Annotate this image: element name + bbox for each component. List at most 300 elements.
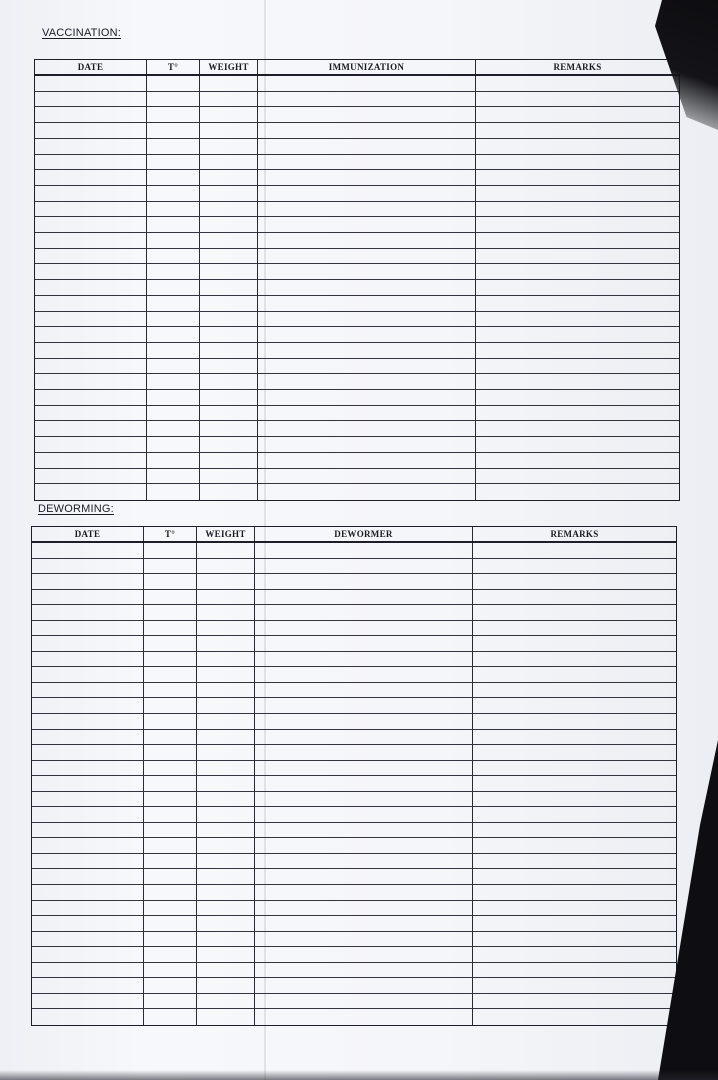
table-row [32, 776, 676, 792]
table-cell [476, 92, 679, 107]
table-cell [255, 652, 473, 667]
table-row [35, 139, 679, 155]
table-cell [35, 217, 147, 232]
table-row [32, 1009, 676, 1025]
table-cell [35, 343, 147, 358]
table-cell [144, 745, 197, 760]
table-cell [144, 947, 197, 962]
deworming-table-header [32, 527, 676, 543]
table-cell [255, 667, 473, 682]
table-cell [476, 484, 679, 500]
table-cell [255, 714, 473, 729]
table-cell [144, 994, 197, 1009]
table-row [35, 327, 679, 343]
table-cell [144, 932, 197, 947]
table-cell [200, 406, 258, 421]
table-cell [32, 652, 144, 667]
table-row [35, 233, 679, 249]
table-cell [258, 249, 476, 264]
table-row [32, 698, 676, 714]
vaccination-table-header [35, 60, 679, 76]
table-row [32, 574, 676, 590]
table-cell [255, 621, 473, 636]
table-cell [144, 543, 197, 558]
table-cell [147, 107, 200, 122]
table-cell [258, 76, 476, 91]
table-cell [200, 390, 258, 405]
table-cell [147, 374, 200, 389]
table-cell [473, 590, 676, 605]
table-row [32, 994, 676, 1010]
table-cell [473, 916, 676, 931]
table-cell [258, 217, 476, 232]
table-cell [255, 761, 473, 776]
table-cell [147, 327, 200, 342]
table-row [32, 543, 676, 559]
table-cell [200, 76, 258, 91]
table-cell [32, 636, 144, 651]
vaccination-table [34, 59, 680, 501]
table-cell [147, 155, 200, 170]
table-cell [147, 76, 200, 91]
deworming-table-body [32, 543, 676, 1025]
table-cell [476, 280, 679, 295]
table-row [35, 296, 679, 312]
table-cell [258, 484, 476, 500]
table-cell [255, 559, 473, 574]
table-row [32, 652, 676, 668]
table-cell [144, 730, 197, 745]
table-cell [147, 406, 200, 421]
table-cell [473, 1009, 676, 1025]
table-cell [476, 139, 679, 154]
table-cell [473, 885, 676, 900]
table-cell [32, 621, 144, 636]
table-cell [476, 123, 679, 138]
table-row [35, 359, 679, 375]
table-cell [147, 170, 200, 185]
table-cell [32, 776, 144, 791]
table-cell [255, 683, 473, 698]
scan-bottom-edge [0, 1070, 718, 1080]
column-header-weight: WEIGHT [200, 60, 258, 74]
table-cell [147, 186, 200, 201]
table-cell [197, 745, 255, 760]
table-cell [255, 838, 473, 853]
table-cell [476, 170, 679, 185]
table-row [35, 406, 679, 422]
table-cell [32, 761, 144, 776]
table-cell [144, 636, 197, 651]
table-cell [473, 761, 676, 776]
table-cell [255, 963, 473, 978]
table-cell [200, 139, 258, 154]
table-row [35, 453, 679, 469]
table-cell [197, 901, 255, 916]
table-cell [473, 605, 676, 620]
table-cell [197, 947, 255, 962]
table-cell [35, 327, 147, 342]
deworming-table [31, 526, 677, 1026]
column-header-immunization: IMMUNIZATION [258, 60, 476, 74]
table-cell [144, 916, 197, 931]
table-cell [197, 807, 255, 822]
table-cell [35, 264, 147, 279]
table-row [35, 202, 679, 218]
table-cell [200, 469, 258, 484]
table-cell [255, 885, 473, 900]
table-cell [35, 233, 147, 248]
table-cell [258, 155, 476, 170]
table-cell [147, 123, 200, 138]
table-cell [473, 947, 676, 962]
table-cell [197, 776, 255, 791]
table-cell [144, 823, 197, 838]
table-cell [35, 359, 147, 374]
table-cell [258, 312, 476, 327]
table-row [35, 390, 679, 406]
table-cell [473, 963, 676, 978]
table-cell [200, 249, 258, 264]
table-row [32, 916, 676, 932]
table-cell [147, 233, 200, 248]
table-cell [476, 107, 679, 122]
table-cell [197, 636, 255, 651]
table-cell [200, 123, 258, 138]
table-cell [147, 484, 200, 500]
table-cell [35, 123, 147, 138]
table-cell [144, 792, 197, 807]
table-row [35, 469, 679, 485]
table-cell [197, 978, 255, 993]
table-cell [144, 807, 197, 822]
table-cell [258, 186, 476, 201]
table-cell [476, 359, 679, 374]
table-cell [200, 374, 258, 389]
table-cell [255, 932, 473, 947]
table-cell [32, 667, 144, 682]
column-header-dewormer: DEWORMER [255, 527, 473, 541]
table-cell [200, 359, 258, 374]
table-cell [147, 343, 200, 358]
table-cell [258, 374, 476, 389]
table-cell [255, 730, 473, 745]
table-row [32, 636, 676, 652]
table-cell [32, 901, 144, 916]
table-cell [32, 947, 144, 962]
table-row [32, 901, 676, 917]
table-cell [476, 343, 679, 358]
table-cell [476, 390, 679, 405]
table-cell [32, 745, 144, 760]
table-cell [32, 714, 144, 729]
table-cell [473, 792, 676, 807]
table-cell [144, 869, 197, 884]
table-cell [200, 155, 258, 170]
table-cell [32, 590, 144, 605]
table-cell [147, 280, 200, 295]
table-cell [200, 296, 258, 311]
table-cell [35, 249, 147, 264]
table-row [35, 280, 679, 296]
table-cell [200, 202, 258, 217]
table-cell [258, 343, 476, 358]
table-cell [258, 406, 476, 421]
table-cell [197, 1009, 255, 1025]
table-row [35, 107, 679, 123]
table-cell [197, 683, 255, 698]
table-cell [144, 574, 197, 589]
table-row [32, 621, 676, 637]
table-cell [476, 296, 679, 311]
table-cell [255, 1009, 473, 1025]
table-cell [144, 963, 197, 978]
table-row [32, 947, 676, 963]
table-row [32, 714, 676, 730]
table-cell [476, 186, 679, 201]
table-cell [258, 139, 476, 154]
table-cell [200, 264, 258, 279]
table-cell [476, 249, 679, 264]
table-cell [197, 698, 255, 713]
table-cell [147, 249, 200, 264]
table-cell [32, 823, 144, 838]
table-cell [35, 390, 147, 405]
table-cell [35, 107, 147, 122]
table-row [35, 123, 679, 139]
table-cell [255, 776, 473, 791]
table-row [35, 217, 679, 233]
table-cell [197, 652, 255, 667]
table-row [32, 667, 676, 683]
table-cell [147, 296, 200, 311]
table-cell [476, 421, 679, 436]
table-row [32, 730, 676, 746]
table-cell [197, 667, 255, 682]
table-cell [473, 854, 676, 869]
table-cell [197, 605, 255, 620]
table-cell [476, 437, 679, 452]
table-cell [255, 869, 473, 884]
table-cell [476, 202, 679, 217]
table-cell [476, 374, 679, 389]
table-cell [147, 453, 200, 468]
table-cell [200, 170, 258, 185]
table-cell [473, 807, 676, 822]
table-cell [258, 202, 476, 217]
table-cell [144, 652, 197, 667]
column-header-temperature: T° [147, 60, 200, 74]
table-cell [144, 838, 197, 853]
table-cell [35, 312, 147, 327]
table-cell [255, 854, 473, 869]
table-cell [197, 792, 255, 807]
table-cell [200, 280, 258, 295]
table-cell [258, 453, 476, 468]
table-cell [35, 76, 147, 91]
table-cell [35, 296, 147, 311]
table-cell [200, 421, 258, 436]
column-header-remarks: REMARKS [550, 529, 599, 539]
column-header-date: DATE [32, 527, 144, 541]
table-cell [197, 994, 255, 1009]
table-cell [32, 916, 144, 931]
table-cell [255, 698, 473, 713]
table-cell [473, 667, 676, 682]
table-cell [473, 823, 676, 838]
vaccination-table-body [35, 76, 679, 500]
table-cell [473, 838, 676, 853]
table-cell [144, 761, 197, 776]
table-cell [147, 92, 200, 107]
table-cell [32, 559, 144, 574]
table-cell [258, 123, 476, 138]
table-cell [35, 170, 147, 185]
table-row [32, 823, 676, 839]
table-cell [200, 312, 258, 327]
table-row [35, 484, 679, 500]
table-cell [473, 636, 676, 651]
table-cell [476, 406, 679, 421]
table-row [35, 437, 679, 453]
table-cell [147, 390, 200, 405]
table-cell [197, 869, 255, 884]
table-cell [35, 139, 147, 154]
table-cell [35, 92, 147, 107]
table-row [32, 761, 676, 777]
table-cell [144, 1009, 197, 1025]
table-cell [200, 233, 258, 248]
table-cell [32, 807, 144, 822]
table-cell [147, 202, 200, 217]
table-cell [258, 170, 476, 185]
table-cell [197, 854, 255, 869]
table-cell [32, 730, 144, 745]
table-cell [476, 469, 679, 484]
table-row [35, 312, 679, 328]
table-cell [35, 374, 147, 389]
table-cell [35, 155, 147, 170]
table-cell [473, 994, 676, 1009]
table-row [32, 963, 676, 979]
table-cell [255, 807, 473, 822]
table-cell [35, 186, 147, 201]
table-row [32, 683, 676, 699]
table-cell [197, 714, 255, 729]
table-cell [473, 621, 676, 636]
table-cell [476, 217, 679, 232]
table-cell [258, 233, 476, 248]
table-cell [473, 730, 676, 745]
table-cell [32, 885, 144, 900]
table-cell [144, 885, 197, 900]
table-cell [32, 932, 144, 947]
table-cell [32, 838, 144, 853]
table-cell [200, 437, 258, 452]
table-cell [197, 761, 255, 776]
table-cell [200, 92, 258, 107]
table-cell [258, 437, 476, 452]
table-cell [147, 421, 200, 436]
table-cell [258, 92, 476, 107]
table-row [32, 869, 676, 885]
table-cell [255, 590, 473, 605]
table-cell [197, 730, 255, 745]
table-cell [258, 107, 476, 122]
table-cell [258, 359, 476, 374]
table-row [35, 421, 679, 437]
table-cell [32, 683, 144, 698]
table-cell [200, 484, 258, 500]
table-row [35, 264, 679, 280]
table-cell [197, 963, 255, 978]
table-cell [258, 280, 476, 295]
column-header-remarks: REMARKS [553, 62, 602, 72]
table-row [35, 76, 679, 92]
table-cell [200, 217, 258, 232]
table-cell [144, 605, 197, 620]
vaccination-section-title: VACCINATION: [42, 27, 121, 39]
table-cell [255, 605, 473, 620]
table-cell [32, 978, 144, 993]
table-row [32, 978, 676, 994]
table-cell [197, 823, 255, 838]
table-cell [197, 932, 255, 947]
table-cell [147, 217, 200, 232]
table-cell [473, 683, 676, 698]
table-cell [473, 901, 676, 916]
table-cell [255, 543, 473, 558]
table-cell [35, 421, 147, 436]
table-cell [473, 932, 676, 947]
table-cell [197, 574, 255, 589]
table-cell [476, 327, 679, 342]
table-cell [197, 559, 255, 574]
table-cell [144, 683, 197, 698]
table-cell [258, 296, 476, 311]
table-cell [476, 453, 679, 468]
table-cell [32, 994, 144, 1009]
table-cell [476, 264, 679, 279]
table-cell [473, 869, 676, 884]
table-cell [258, 264, 476, 279]
table-cell [197, 916, 255, 931]
table-cell [255, 574, 473, 589]
table-cell [147, 264, 200, 279]
table-row [35, 186, 679, 202]
table-cell [32, 869, 144, 884]
table-cell [197, 621, 255, 636]
table-cell [473, 559, 676, 574]
table-cell [35, 406, 147, 421]
table-cell [200, 453, 258, 468]
column-header-weight: WEIGHT [197, 527, 255, 541]
table-row [35, 170, 679, 186]
table-cell [35, 202, 147, 217]
table-cell [32, 574, 144, 589]
table-cell [144, 559, 197, 574]
table-cell [35, 469, 147, 484]
table-cell [32, 1009, 144, 1025]
table-cell [144, 901, 197, 916]
table-cell [473, 574, 676, 589]
table-cell [255, 947, 473, 962]
table-cell [35, 437, 147, 452]
table-row [35, 92, 679, 108]
table-cell [258, 390, 476, 405]
table-row [35, 155, 679, 171]
table-cell [147, 312, 200, 327]
